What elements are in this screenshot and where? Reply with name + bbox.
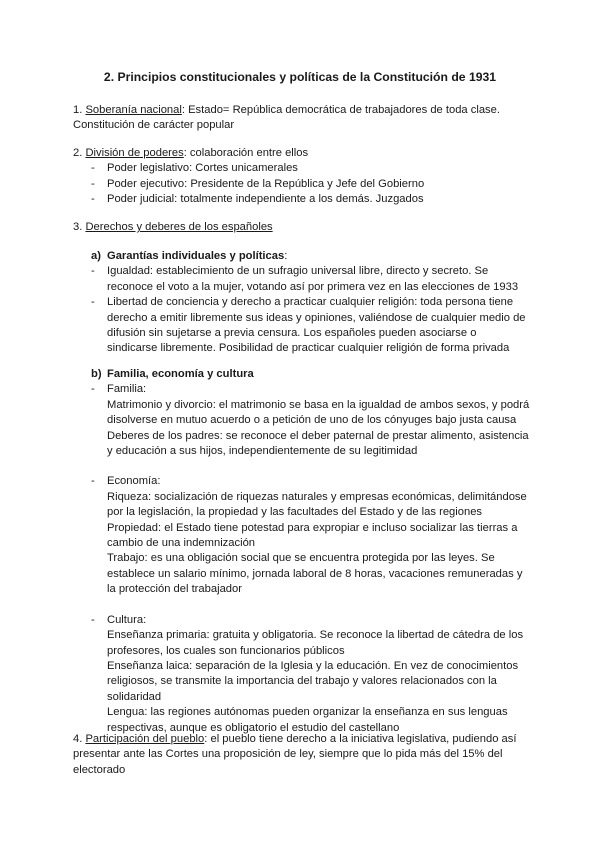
- text-line: por la legislación, la propiedad y las facultades del Estado y de las regiones: [107, 506, 483, 519]
- section-text: : colaboración entre ellos: [183, 147, 309, 159]
- section-text: : Estado= República democrática de trabajadores de toda clase.: [181, 104, 500, 116]
- subsection-letter: b): [91, 368, 102, 380]
- economia-text: [73, 490, 533, 598]
- section-3-line: [73, 220, 533, 235]
- section-heading: Soberanía nacional: [85, 104, 182, 116]
- subsection-garantias: [73, 249, 533, 357]
- text-line: y educación a sus hijos, independientemente de su legitimidad: [107, 445, 418, 458]
- spacer: [73, 459, 533, 474]
- section-text: : el pueblo tiene derecho a la iniciativa legislativa, pudiendo así: [204, 733, 517, 745]
- list-item: - Poder judicial: totalmente independiente a los demás. Juzgados: [73, 192, 533, 207]
- section-number: 3.: [73, 221, 86, 233]
- section-participacion: [73, 732, 533, 778]
- familia-text: [73, 398, 533, 460]
- section-text: Constitución de carácter popular: [73, 119, 235, 132]
- section-number: 2.: [73, 147, 86, 159]
- section-number: 1.: [73, 104, 86, 116]
- list-item-line: difusión sin sujetarse a previa censura. Los españoles pueden asociarse o: [107, 327, 477, 340]
- text-line: Enseñanza laica: separación de la Iglesia y la educación. En vez de conocimientos: [107, 659, 519, 672]
- text-line: la protección del trabajador: [107, 583, 242, 596]
- subsection-familia-economia-cultura: [73, 367, 533, 736]
- section-derechos-deberes: [73, 220, 533, 235]
- section-soberania: [73, 103, 533, 134]
- subsection-title: Familia, economía y cultura: [107, 368, 254, 380]
- list-item-cultura: - Cultura:: [73, 613, 533, 628]
- text-line: profesores, los cuales son funcionarios públicos: [107, 644, 345, 657]
- text-line: Riqueza: socialización de riquezas naturales y empresas económicas, delimitándose: [107, 490, 527, 503]
- text-line: Deberes de los padres: se reconoce el deber paternal de prestar alimento, asistencia: [107, 429, 529, 442]
- section-4-line: [73, 732, 533, 747]
- text-line: Enseñanza primaria: gratuita y obligatoria. Se reconoce la libertad de cátedra de los: [107, 629, 524, 642]
- cultura-text: [73, 628, 533, 736]
- section-division-poderes: [73, 146, 533, 208]
- spacer: [73, 598, 533, 613]
- text-line: respectivas, aunque es obligatorio el estudio del castellano: [107, 721, 400, 734]
- section-heading: Participación del pueblo: [85, 733, 205, 745]
- list-item-line: sindicarse libremente. Posibilidad de practicar cualquier religión de forma privada: [107, 342, 510, 355]
- section-heading: Derechos y deberes de los españoles: [85, 221, 273, 233]
- subsection-title: Garantías individuales y políticas: [107, 250, 285, 262]
- text-line: disolverse en mutuo acuerdo o a petición de uno de los cónyuges bajo justa causa: [107, 414, 517, 427]
- section-text: presentar ante las Cortes una proposición de ley, siempre que lo pida más del 15% del: [73, 748, 503, 761]
- text-line: cambio de una indemnización: [107, 537, 256, 550]
- subsection-colon: :: [284, 250, 288, 262]
- text-line: Matrimonio y divorcio: el matrimonio se basa en la igualdad de ambos sexos, y podrá: [107, 398, 530, 411]
- list-item-economia: - Economía:: [73, 474, 533, 489]
- section-heading: División de poderes: [85, 147, 184, 159]
- list-item: - Poder ejecutivo: Presidente de la República y Jefe del Gobierno: [73, 177, 533, 192]
- section-number: 4.: [73, 733, 86, 745]
- list-item-line: derecho a emitir libremente sus ideas y opiniones, valiéndose de cualquier medio de: [107, 311, 526, 324]
- list-item: - Poder legislativo: Cortes unicamerales: [73, 161, 533, 176]
- list-item-line: reconoce el voto a la mujer, votando así por primera vez en las elecciones de 1933: [107, 280, 519, 293]
- text-line: Trabajo: es una obligación social que se encuentra protegida por las leyes. Se: [107, 552, 495, 565]
- text-line: Lengua: las regiones autónomas pueden organizar la enseñanza en sus lenguas: [107, 706, 508, 719]
- section-text: electorado: [73, 763, 126, 776]
- list-item: [73, 295, 533, 357]
- text-line: religiosos, se transmite la importancia del trabajo y valores relacionados con la: [107, 675, 497, 688]
- list-item: [73, 264, 533, 295]
- list-item-line: - Libertad de conciencia y derecho a practicar cualquier religión: toda persona tiene: [107, 296, 514, 309]
- text-line: Propiedad: el Estado tiene potestad para expropiar e incluso socializar las tierras a: [107, 521, 518, 534]
- list-item-familia: - Familia:: [73, 382, 533, 397]
- list-item-line: - Igualdad: establecimiento de un sufragio universal libre, directo y secreto. Se: [107, 265, 489, 278]
- page-title: 2. Principios constitucionales y políticas de la Constitución de 1931: [103, 70, 497, 84]
- subsection-heading: [73, 249, 533, 264]
- subsection-heading: [73, 367, 533, 382]
- section-1-line: [73, 103, 533, 118]
- section-2-line: [73, 146, 533, 161]
- text-line: solidaridad: [107, 690, 162, 703]
- subsection-letter: a): [91, 250, 101, 262]
- text-line: establece un salario mínimo, jornada laboral de 8 horas, vacaciones remuneradas y: [107, 567, 523, 580]
